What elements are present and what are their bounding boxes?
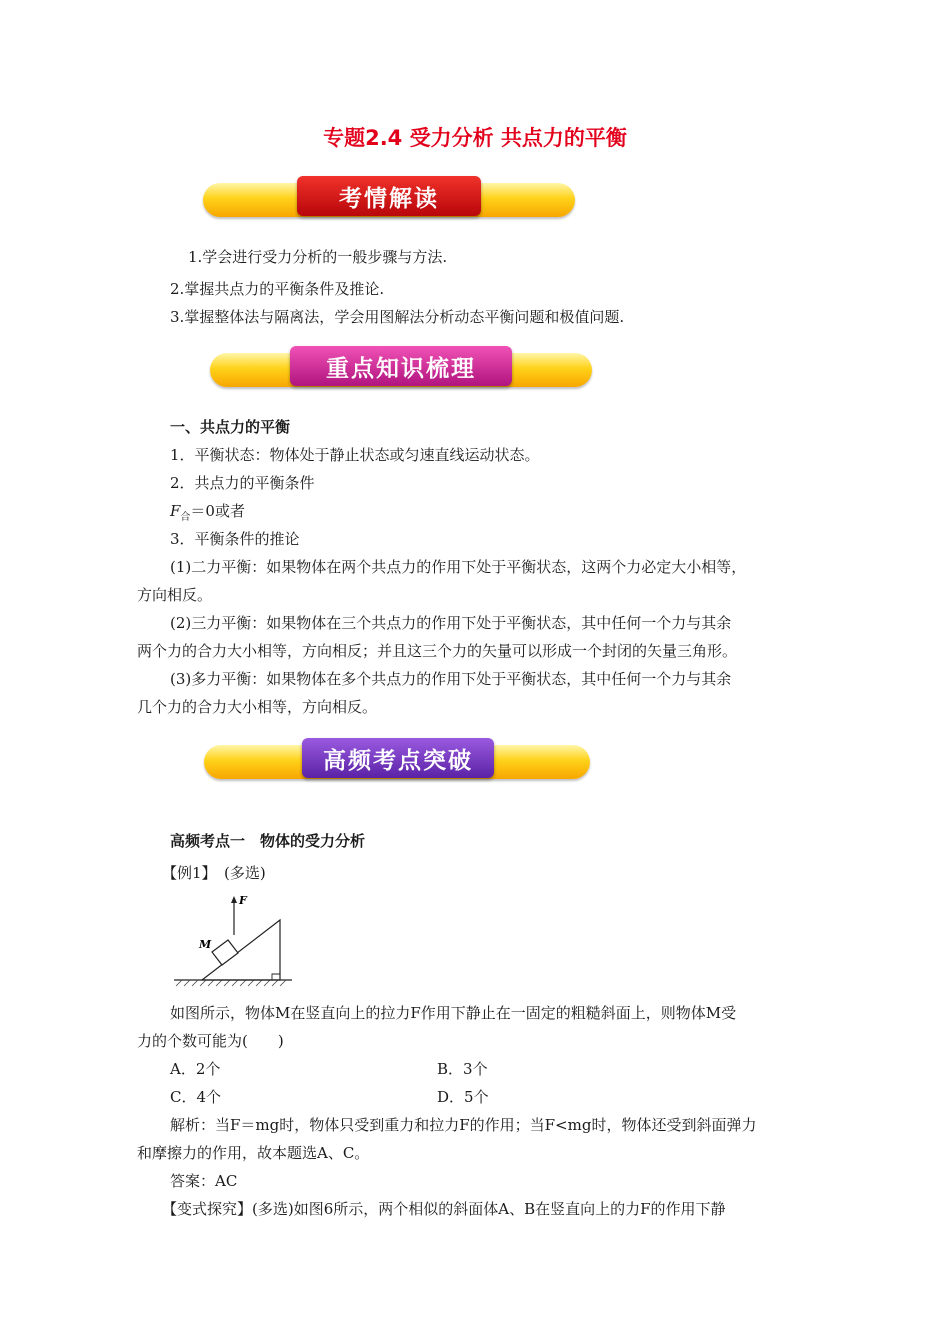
answer-text: 答案：AC — [170, 1172, 238, 1190]
variant-text: 【变式探究】(多选)如图6所示，两个相似的斜面体A、B在竖直向上的力F的作用下静 — [162, 1200, 726, 1218]
page-title: 专题2.4 受力分析 共点力的平衡 — [323, 126, 627, 150]
analysis-text: 解析：当F＝mg时，物体只受到重力和拉力F的作用；当F<mg时，物体还受到斜面弹力 — [170, 1116, 757, 1134]
banner-key-knowledge — [210, 346, 592, 394]
goal-1: 1.学会进行受力分析的一般步骤与方法. — [188, 248, 448, 266]
option-a: A．2个 — [170, 1060, 221, 1078]
goal-3: 3.掌握整体法与隔离法，学会用图解法分析动态平衡问题和极值问题. — [170, 308, 625, 326]
text-line: (1)二力平衡：如果物体在两个共点力的作用下处于平衡状态，这两个力必定大小相等， — [170, 558, 747, 576]
banner-exam-analysis — [203, 176, 575, 224]
goal-2: 2.掌握共点力的平衡条件及推论. — [170, 280, 385, 298]
example-label: 【例1】 (多选) — [162, 864, 266, 882]
question-text: 如图所示，物体M在竖直向上的拉力F作用下静止在一固定的粗糙斜面上，则物体M受 — [170, 1004, 737, 1022]
force-label: F — [239, 894, 247, 907]
section-heading: 一、共点力的平衡 — [170, 418, 291, 436]
option-c: C．4个 — [170, 1088, 222, 1106]
question-text: 力的个数可能为( ) — [137, 1032, 284, 1050]
text-line: 两个力的合力大小相等，方向相反；并且这三个力的矢量可以形成一个封闭的矢量三角形。 — [137, 642, 738, 660]
text-line: 3．平衡条件的推论 — [170, 530, 300, 548]
banner-label: 重点知识梳理 — [290, 346, 512, 386]
text-line: 2．共点力的平衡条件 — [170, 474, 315, 492]
analysis-text: 和摩擦力的作用，故本题选A、C。 — [137, 1144, 370, 1162]
incline-figure — [168, 890, 318, 994]
banner-label: 高频考点突破 — [302, 738, 494, 778]
text-line: 1．平衡状态：物体处于静止状态或匀速直线运动状态。 — [170, 446, 540, 464]
text-line: (2)三力平衡：如果物体在三个共点力的作用下处于平衡状态，其中任何一个力与其余 — [170, 614, 732, 632]
formula-subscript: 合 — [180, 512, 191, 523]
formula-symbol: F — [170, 502, 181, 520]
option-b: B．3个 — [437, 1060, 488, 1078]
formula-line — [170, 500, 245, 523]
topic-heading: 高频考点一 物体的受力分析 — [170, 832, 366, 850]
text-line: (3)多力平衡：如果物体在多个共点力的作用下处于平衡状态，其中任何一个力与其余 — [170, 670, 732, 688]
banner-frequent-points — [204, 738, 590, 786]
option-d: D．5个 — [437, 1088, 489, 1106]
banner-label: 考情解读 — [297, 176, 481, 216]
text-line: 方向相反。 — [137, 586, 213, 604]
text-line: 几个力的合力大小相等，方向相反。 — [137, 698, 378, 716]
mass-label: M — [199, 938, 212, 951]
formula-rest: ＝0或者 — [190, 502, 245, 520]
